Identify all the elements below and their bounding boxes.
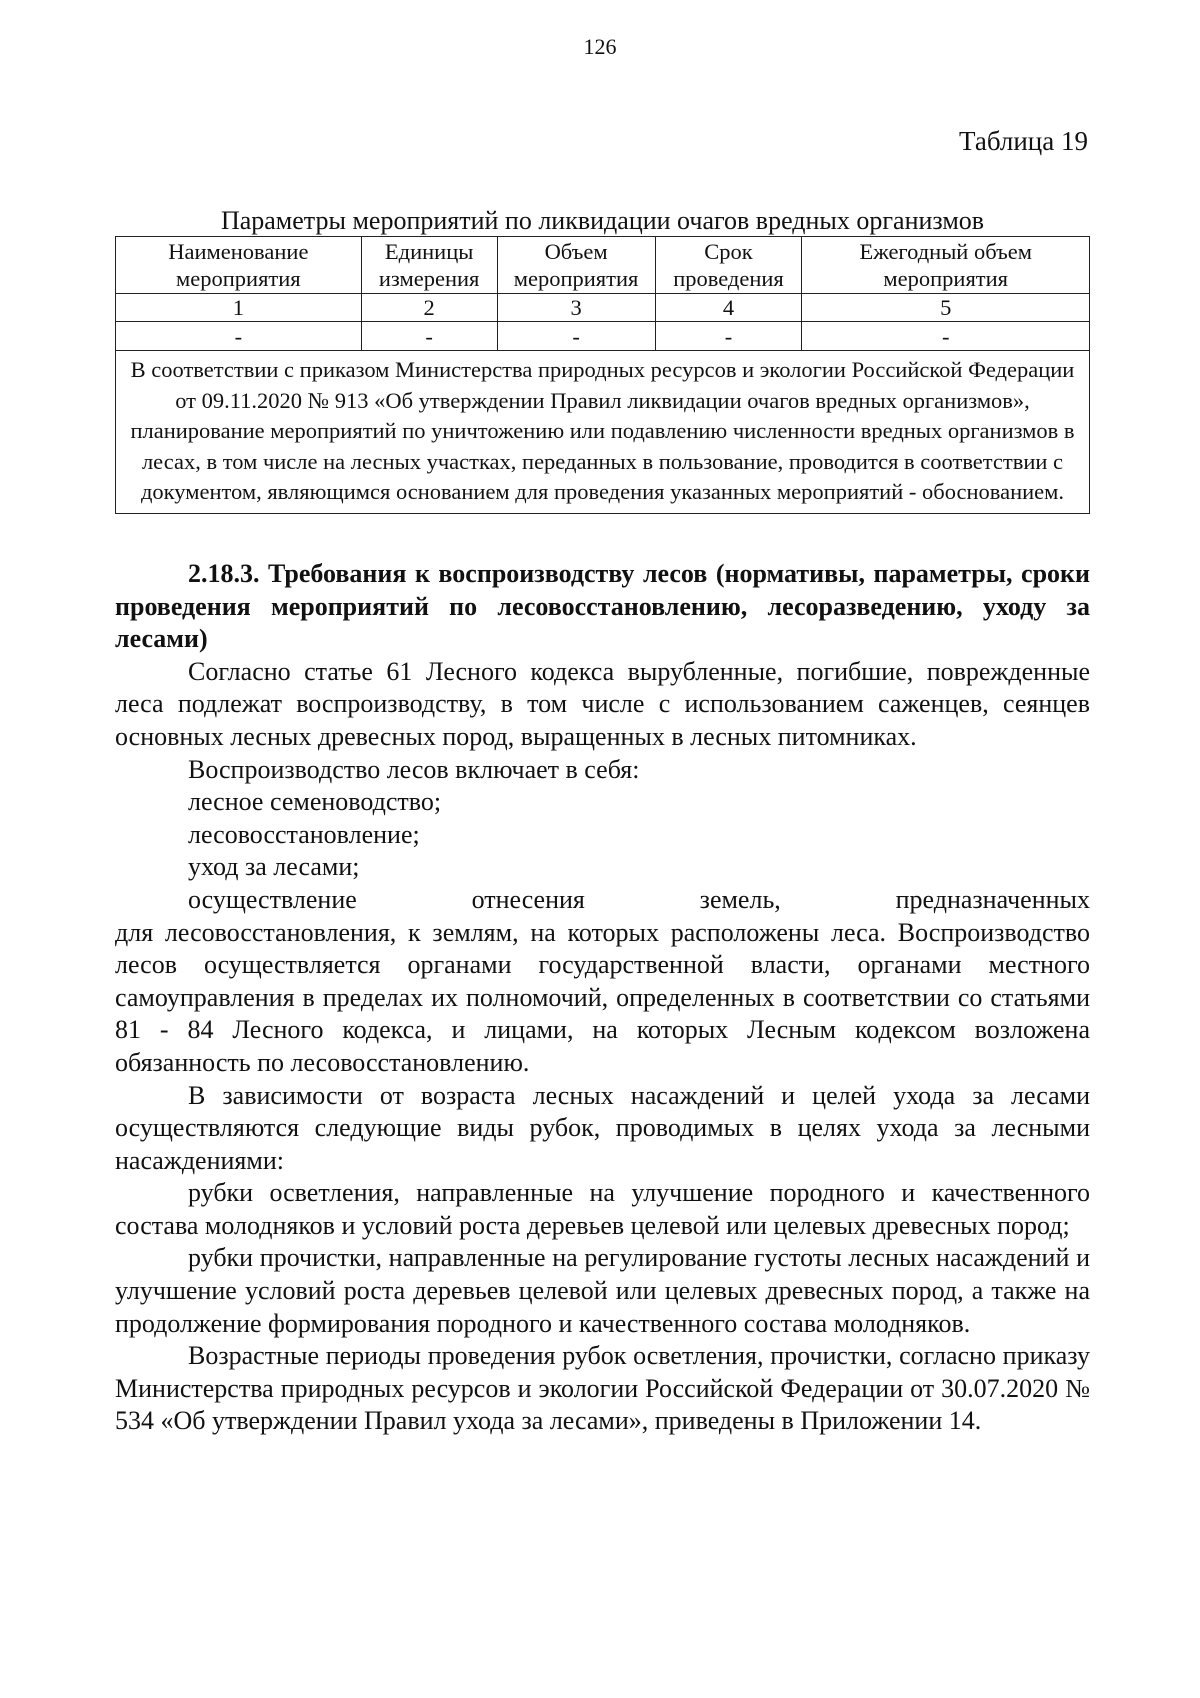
list-item: уход за лесами; bbox=[188, 852, 360, 882]
table-cell: 1 bbox=[116, 294, 362, 322]
table-header-cell: Срок проведения bbox=[655, 237, 802, 294]
list-item: осуществление отнесения земель, предназначенных bbox=[188, 884, 1090, 914]
table-header-cell: Единицы измерения bbox=[361, 237, 497, 294]
table-header-row bbox=[116, 237, 1090, 294]
table-cell: - bbox=[116, 322, 362, 351]
table-cell: - bbox=[802, 322, 1090, 351]
list-item: лесное семеноводство; bbox=[188, 787, 442, 817]
table-cell: 3 bbox=[497, 294, 655, 322]
paragraph: Согласно статье 61 Лесного кодекса вырубленные, погибшие, поврежденные леса подлежат воспроизводству, в том числе с использованием саженцев, сеянцев основных лесных древесных пород, выращенных в лесных питомниках. bbox=[115, 656, 1090, 751]
section-heading: 2.18.3. Требования к воспроизводству лесов (нормативы, параметры, сроки проведения мероприятий по лесовосстановлению, лесоразведению, уходу за лесами) bbox=[115, 559, 1090, 654]
list-item: рубки осветления, направленные на улучшение породного и качественного состава молодняков и условий роста деревьев целевой или целевых древесных пород; bbox=[115, 1178, 1090, 1240]
table-header-cell: Наименование мероприятия bbox=[116, 237, 362, 294]
table-number-row bbox=[116, 294, 1090, 322]
paragraph: для лесовосстановления, к землям, на которых расположены леса. Воспроизводство лесов осуществляется органами государственной власти, органами местного самоуправления в пределах их полномочий, определенных в соответствии со статьями 81 - 84 Лесного кодекса, и лицами, на которых Лесным кодексом возложена обязанность по лесовосстановлению. bbox=[115, 917, 1090, 1077]
paragraph: Возрастные периоды проведения рубок осветления, прочистки, согласно приказу Министерства природных ресурсов и экологии Российской Федерации от 30.07.2020 № 534 «Об утверждении Правил ухода за лесами», приведены в Приложении 14. bbox=[115, 1341, 1090, 1436]
table-label: Таблица 19 bbox=[959, 126, 1088, 156]
table-cell: - bbox=[655, 322, 802, 351]
parameters-table bbox=[115, 236, 1090, 514]
page-number: 126 bbox=[583, 34, 617, 59]
list-item: рубки прочистки, направленные на регулирование густоты лесных насаждений и улучшение условий роста деревьев целевой или целевых древесных пород, а также на продолжение формирования породного и качественного состава молодняков. bbox=[115, 1243, 1090, 1338]
table-cell: - bbox=[361, 322, 497, 351]
list-item: лесовосстановление; bbox=[188, 819, 420, 849]
table-caption: Параметры мероприятий по ликвидации очагов вредных организмов bbox=[220, 206, 985, 235]
paragraph: Воспроизводство лесов включает в себя: bbox=[188, 754, 640, 784]
table-note-row bbox=[116, 351, 1090, 514]
section-body bbox=[115, 558, 1090, 1438]
table-header-cell: Объем мероприятия bbox=[497, 237, 655, 294]
table-cell: 4 bbox=[655, 294, 802, 322]
table-cell: - bbox=[497, 322, 655, 351]
table-row bbox=[116, 322, 1090, 351]
paragraph: В зависимости от возраста лесных насаждений и целей ухода за лесами осуществляются следующие виды рубок, проводимых в целях ухода за лесными насаждениями: bbox=[115, 1080, 1090, 1175]
table-cell: 5 bbox=[802, 294, 1090, 322]
table-cell: 2 bbox=[361, 294, 497, 322]
table-note: В соответствии с приказом Министерства природных ресурсов и экологии Российской Федерации от 09.11.2020 № 913 «Об утверждении Правил ликвидации очагов вредных организмов», планирование мероприятий по уничтожению или подавлению численности вредных организмов в лесах, в том числе на лесных участках, переданных в пользование, проводится в соответствии с документом, являющимся основанием для проведения указанных мероприятий - обоснованием. bbox=[116, 351, 1090, 514]
table-header-cell: Ежегодный объем мероприятия bbox=[802, 237, 1090, 294]
